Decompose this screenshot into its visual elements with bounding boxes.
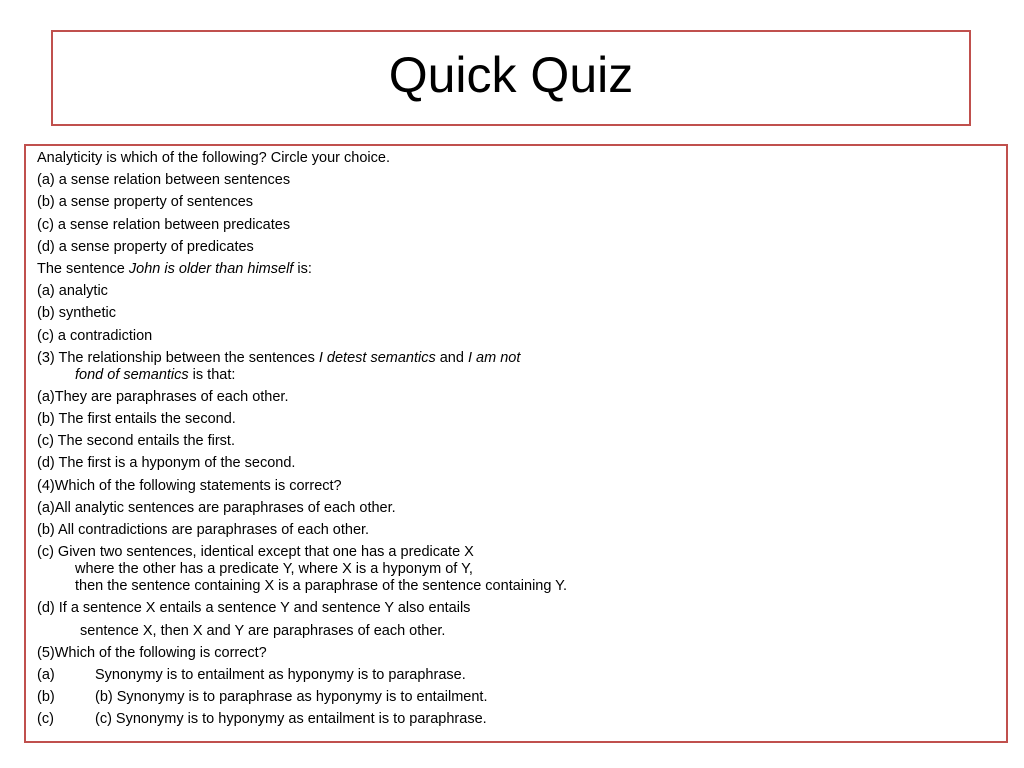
- q5-option-b: [37, 689, 1006, 706]
- q4-option-a: (a)All analytic sentences are paraphrases of each other.: [37, 499, 396, 516]
- q1-prompt: Analyticity is which of the following? Circle your choice.: [37, 150, 390, 166]
- q3-prompt-post: is that:: [188, 366, 236, 383]
- q5-option-a-label: (a): [37, 666, 55, 683]
- q3-prompt-italic-2: I am not: [467, 349, 521, 366]
- q2-prompt-italic: John is older than himself: [128, 260, 294, 277]
- q5-option-b-label: (b): [37, 689, 55, 706]
- q4-option-c-line-2: where the other has a predicate Y, where X is a hyponym of Y,: [75, 561, 473, 578]
- q2-option-b: (b) synthetic: [37, 305, 116, 322]
- q5-prompt: (5)Which of the following is correct?: [37, 644, 267, 661]
- q1-option-d: (d) a sense property of predicates: [37, 238, 254, 255]
- q4-option-d-line-2-text: sentence X, then X and Y are paraphrases of each other.: [80, 622, 446, 639]
- q5-option-a: [37, 667, 1006, 684]
- q3-option-d: (d) The first is a hyponym of the second.: [37, 455, 296, 472]
- q3-option-b: (b) The first entails the second.: [37, 411, 236, 428]
- q3-prompt-pre: (3) The relationship between the sentences: [37, 349, 319, 366]
- content-box: [24, 144, 1008, 743]
- q1-option-c: (c) a sense relation between predicates: [37, 216, 291, 233]
- q4-option-d-line-2: [37, 623, 1006, 640]
- q5-option-c: [37, 711, 1006, 728]
- q3-prompt-continuation: [37, 367, 1006, 384]
- q3-prompt-mid: and: [435, 349, 468, 366]
- q4-prompt: (4)Which of the following statements is correct?: [37, 477, 342, 494]
- q2-option-c: (c) a contradiction: [37, 327, 153, 344]
- q3-option-a: (a)They are paraphrases of each other.: [37, 388, 289, 405]
- q5-option-c-text: (c) Synonymy is to hyponymy as entailment is to paraphrase.: [95, 711, 487, 728]
- q4-option-d-line-1: (d) If a sentence X entails a sentence Y and sentence Y also entails: [37, 600, 471, 617]
- q5-option-b-text: (b) Synonymy is to paraphrase as hyponymy is to entailment.: [95, 689, 488, 706]
- title-box: [51, 30, 971, 126]
- q1-option-b: (b) a sense property of sentences: [37, 194, 254, 211]
- q5-option-c-label: (c): [37, 711, 54, 728]
- q5-option-a-text: Synonymy is to entailment as hyponymy is to paraphrase.: [95, 666, 466, 683]
- q2-option-a: (a) analytic: [37, 283, 108, 300]
- q3-prompt: [37, 350, 1006, 384]
- q4-option-c: [37, 544, 1006, 595]
- q1-option-a: (a) a sense relation between sentences: [37, 172, 291, 189]
- q3-prompt-italic-3: fond of semantics: [75, 366, 189, 383]
- q4-option-b: (b) All contradictions are paraphrases of each other.: [37, 522, 370, 538]
- q3-option-c: (c) The second entails the first.: [37, 433, 235, 450]
- q3-prompt-italic-1: I detest semantics: [318, 349, 436, 366]
- q4-option-c-line-3: then the sentence containing X is a paraphrase of the sentence containing Y.: [75, 578, 568, 595]
- q2-prompt-post: is:: [293, 260, 312, 277]
- q2-prompt: [37, 261, 1006, 278]
- slide-title: Quick Quiz: [388, 47, 634, 103]
- q2-prompt-pre: The sentence: [37, 260, 129, 277]
- q4-option-c-line-1: (c) Given two sentences, identical except that one has a predicate X: [37, 544, 474, 561]
